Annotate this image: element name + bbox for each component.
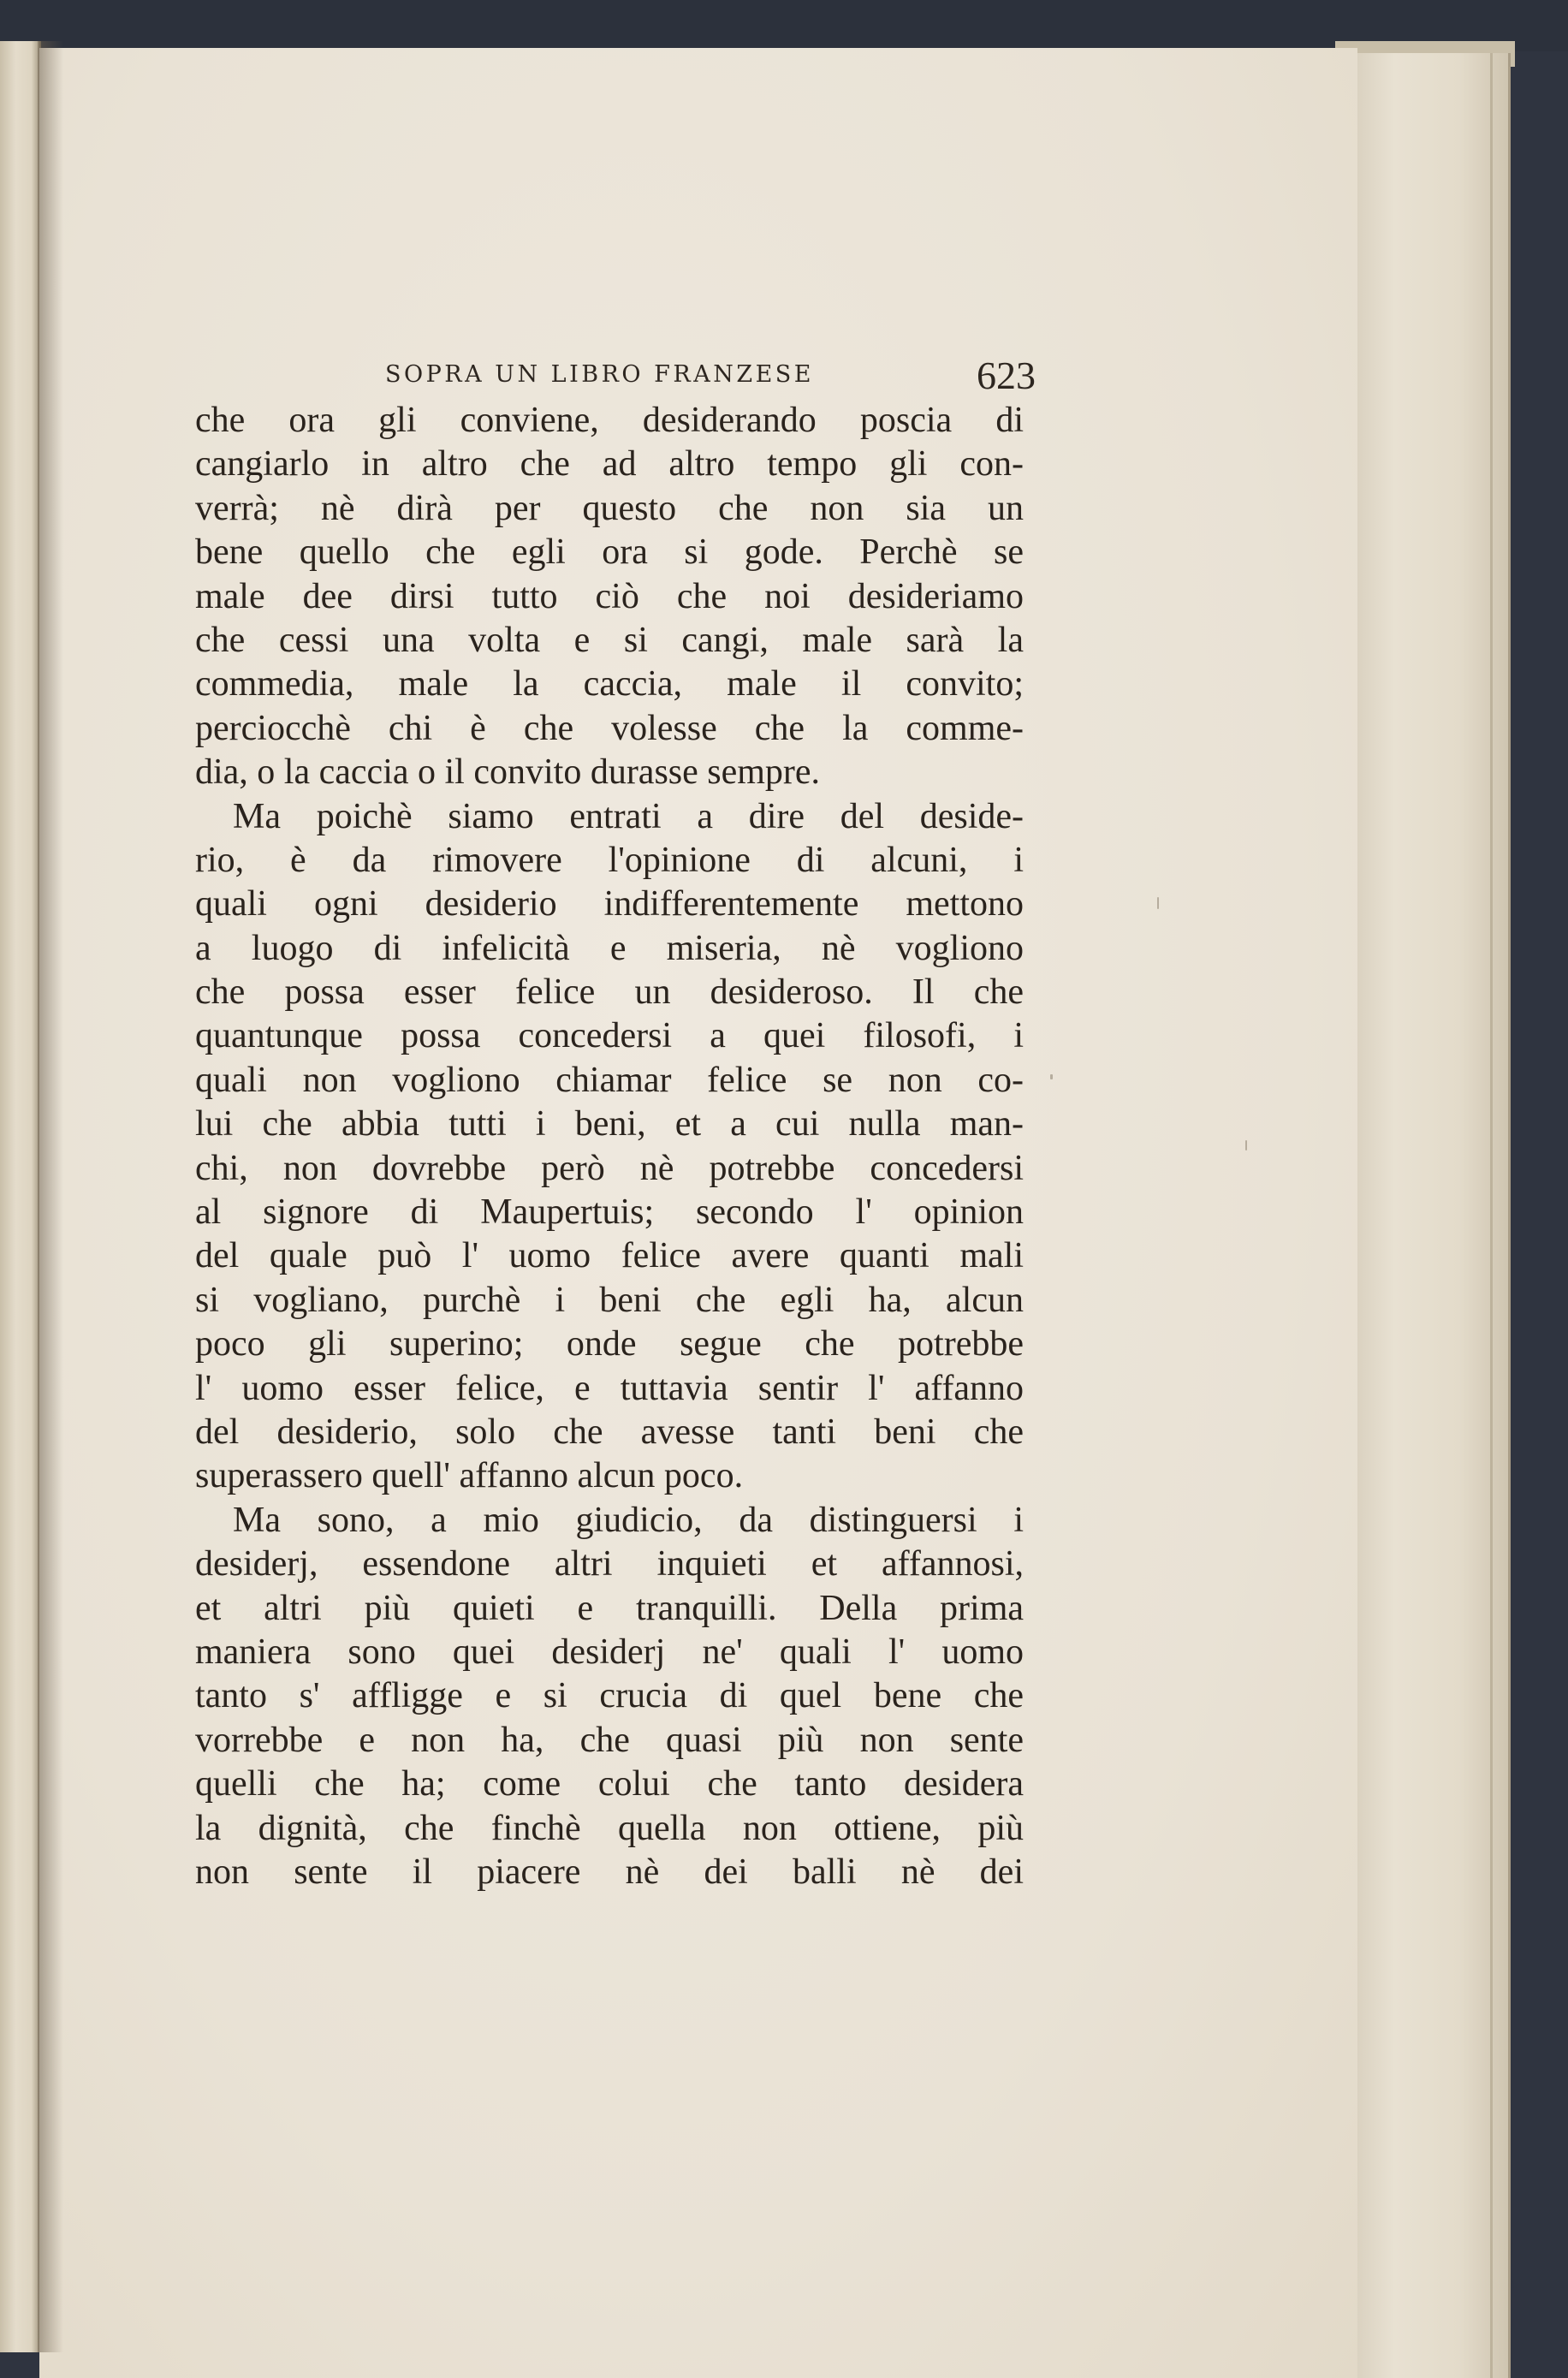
text-line: maniera sono quei desiderj ne' quali l' uomo — [195, 1632, 1024, 1672]
text-line: che possa esser felice un desideroso. Il che — [195, 972, 1024, 1013]
text-line: poco gli superino; onde segue che potrebbe — [195, 1324, 1024, 1364]
text-line: chi, non dovrebbe però nè potrebbe concedersi — [195, 1148, 1024, 1188]
text-line: et altri più quieti e tranquilli. Della prima — [195, 1588, 1024, 1628]
text-line: non sente il piacere nè dei balli nè dei — [195, 1852, 1024, 1892]
paragraph-start-line: Ma sono, a mio giudicio, da distinguersi i — [233, 1500, 1024, 1540]
scanner-background — [0, 0, 1568, 51]
text-line: quali ogni desiderio indifferentemente mettono — [195, 884, 1024, 924]
text-line: quelli che ha; come colui che tanto desidera — [195, 1764, 1024, 1804]
text-line: al signore di Maupertuis; secondo l' opinion — [195, 1192, 1024, 1233]
text-line: commedia, male la caccia, male il convito; — [195, 664, 1024, 704]
paper-speck — [1157, 897, 1159, 909]
text-line: del desiderio, solo che avesse tanti beni che — [195, 1412, 1024, 1452]
text-line: quantunque possa concedersi a quei filosofi, i — [195, 1016, 1024, 1056]
paragraph-start-line: Ma poichè siamo entrati a dire del deside- — [233, 796, 1024, 836]
text-line: che cessi una volta e si cangi, male sarà la — [195, 620, 1024, 660]
text-line: si vogliano, purchè i beni che egli ha, alcun — [195, 1280, 1024, 1320]
text-line: lui che abbia tutti i beni, et a cui nulla man- — [195, 1104, 1024, 1144]
running-title: SOPRA UN LIBRO FRANZESE — [385, 361, 815, 388]
page-number: 623 — [977, 354, 1036, 397]
text-line: tanto s' affligge e si crucia di quel bene che — [195, 1676, 1024, 1716]
text-line: desiderj, essendone altri inquieti et affannosi, — [195, 1544, 1024, 1584]
gutter-shadow — [38, 41, 63, 2352]
paper-speck — [1245, 1140, 1247, 1150]
text-line: male dee dirsi tutto ciò che noi desideriamo — [195, 576, 1024, 616]
text-line: perciocchè chi è che volesse che la comme- — [195, 708, 1024, 748]
facing-page-edge — [0, 41, 41, 2352]
text-line: del quale può l' uomo felice avere quanti mali — [195, 1236, 1024, 1276]
text-line: cangiarlo in altro che ad altro tempo gli con- — [195, 444, 1024, 485]
text-line: l' uomo esser felice, e tuttavia sentir l' affanno — [195, 1368, 1024, 1408]
body-text — [195, 399, 1024, 1894]
text-line: rio, è da rimovere l'opinione di alcuni, i — [195, 840, 1024, 880]
text-line: la dignità, che finchè quella non ottiene, più — [195, 1808, 1024, 1848]
text-line: dia, o la caccia o il convito durasse sempre. — [195, 752, 821, 793]
paper-speck — [1050, 1074, 1053, 1079]
text-line: bene quello che egli ora si gode. Perchè se — [195, 532, 1024, 573]
text-line: vorrebbe e non ha, che quasi più non sente — [195, 1720, 1024, 1760]
text-line: superassero quell' affanno alcun poco. — [195, 1456, 744, 1496]
text-line: verrà; nè dirà per questo che non sia un — [195, 488, 1024, 528]
text-line: quali non vogliono chiamar felice se non co- — [195, 1060, 1024, 1100]
running-head — [385, 353, 1036, 401]
page-block-right-edge — [1344, 53, 1511, 2378]
text-line: a luogo di infelicità e miseria, nè vogliono — [195, 928, 1024, 968]
text-line: che ora gli conviene, desiderando poscia di — [195, 401, 1024, 440]
